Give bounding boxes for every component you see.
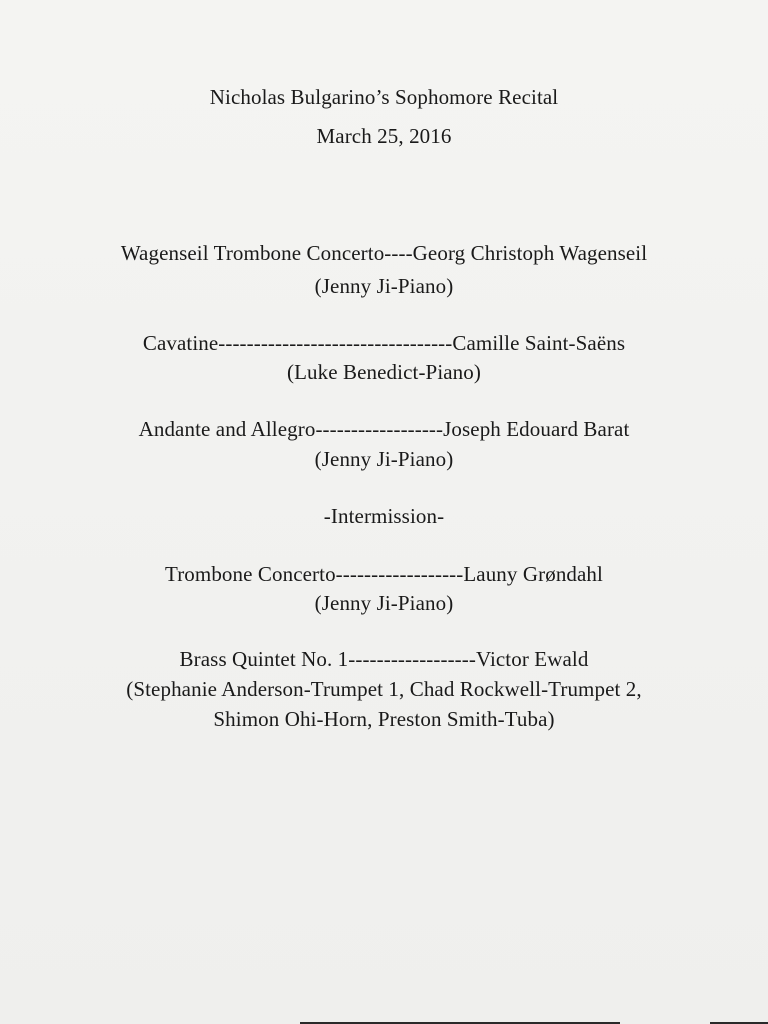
program-item-1-performers: (Jenny Ji-Piano)	[314, 274, 454, 298]
recital-date: March 25, 2016	[316, 124, 452, 148]
program-item-2: Cavatine---------------------------------Camille Saint-Saëns	[142, 331, 626, 355]
program-item-3-performers: (Jenny Ji-Piano)	[314, 447, 454, 471]
program-item-5: Brass Quintet No. 1------------------Victor Ewald	[179, 647, 589, 671]
recital-title: Nicholas Bulgarino’s Sophomore Recital	[209, 85, 559, 109]
scan-bottom-edge	[300, 1016, 768, 1024]
program-item-2-performers: (Luke Benedict-Piano)	[287, 360, 481, 384]
program-item-4: Trombone Concerto------------------Launy Grøndahl	[165, 562, 603, 586]
program-item-3: Andante and Allegro------------------Joseph Edouard Barat	[138, 417, 630, 441]
program-item-5-performers-line-2: Shimon Ohi-Horn, Preston Smith-Tuba)	[213, 707, 555, 731]
program-item-1: Wagenseil Trombone Concerto----Georg Christoph Wagenseil	[120, 241, 648, 265]
program-item-5-performers-line-1: (Stephanie Anderson-Trumpet 1, Chad Rockwell-Trumpet 2,	[126, 677, 642, 701]
program-item-4-performers: (Jenny Ji-Piano)	[314, 591, 454, 615]
intermission: -Intermission-	[323, 504, 445, 528]
